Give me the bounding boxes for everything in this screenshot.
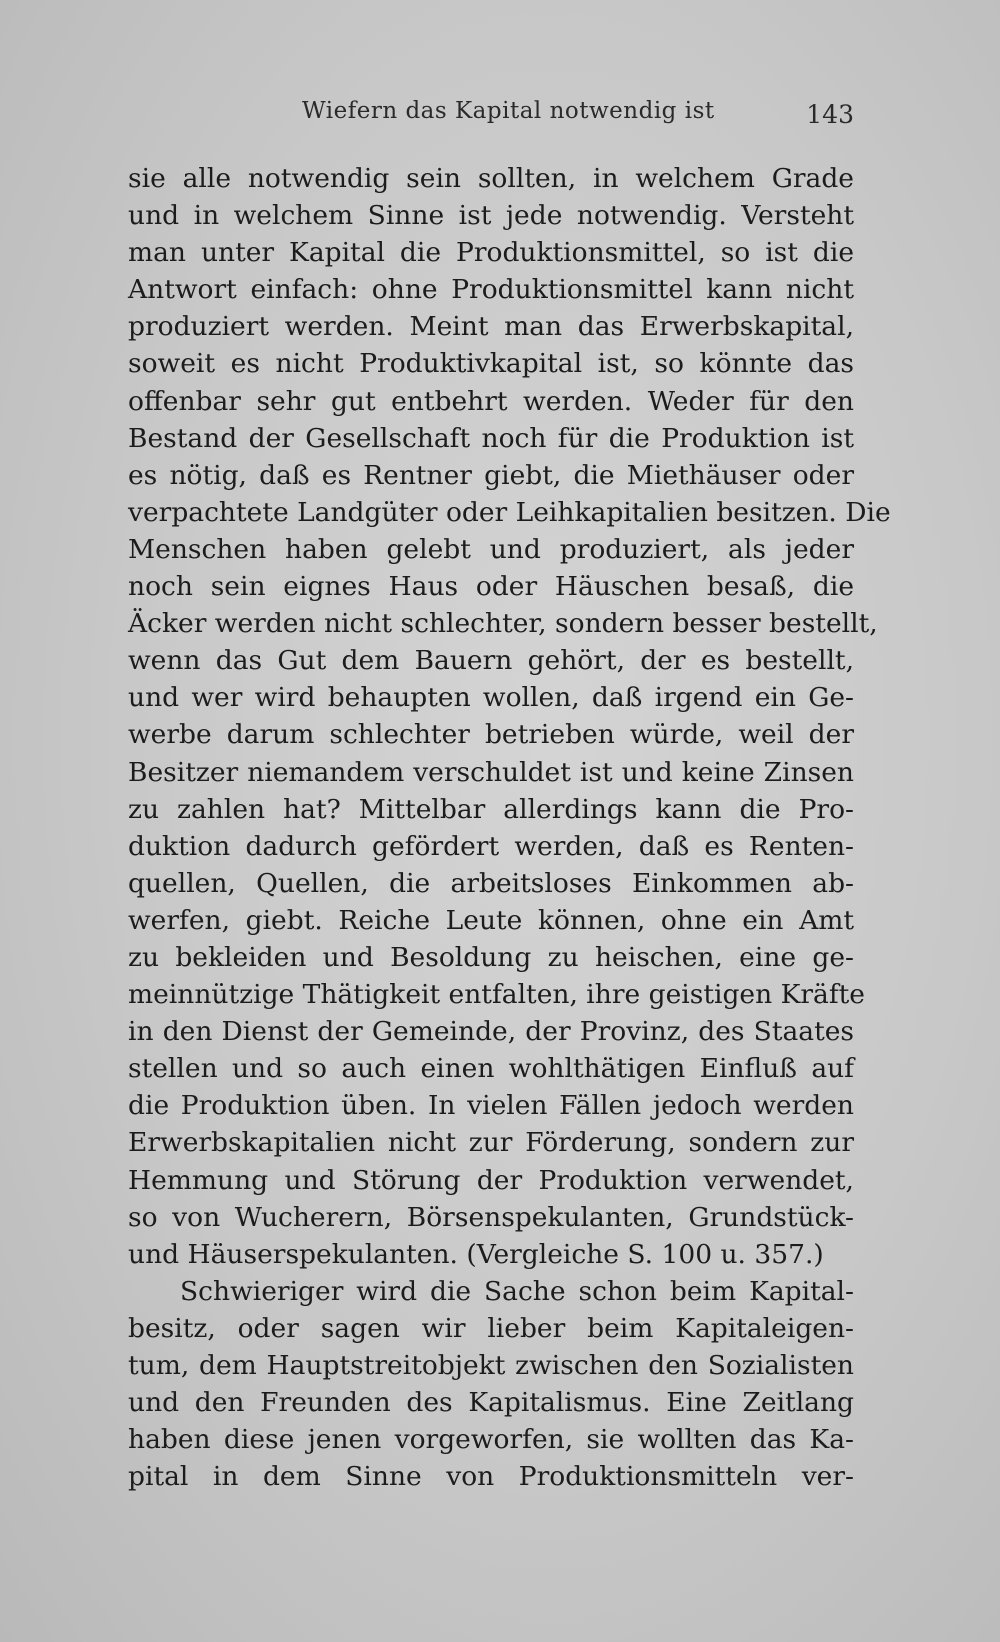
page-number: 143 xyxy=(806,100,854,129)
text-line: Besitzer niemandem verschuldet ist und keine Zinsen xyxy=(128,756,854,788)
text-line: es nötig, daß es Rentner giebt, die Miethäuser oder xyxy=(128,459,854,491)
text-line: und den Freunden des Kapitalismus. Eine Zeitlang xyxy=(128,1387,854,1419)
text-line: und Häuserspekulanten. (Vergleiche S. 100 u. 357.) xyxy=(128,1238,824,1270)
text-line: tum, dem Hauptstreitobjekt zwischen den Sozialisten xyxy=(128,1350,854,1381)
text-line: Antwort einfach: ohne Produktionsmittel kann nicht xyxy=(128,274,854,306)
text-line: sie alle notwendig sein sollten, in welchem Grade xyxy=(128,163,854,194)
text-line: die Produktion üben. In vielen Fällen jedoch werden xyxy=(128,1090,854,1122)
running-head xyxy=(128,98,854,138)
text-line: zu bekleiden und Besoldung zu heischen, eine ge- xyxy=(128,941,854,973)
text-line: meinnützige Thätigkeit entfalten, ihre geistigen Kräfte xyxy=(128,979,865,1011)
text-line: werbe darum schlechter betrieben würde, weil der xyxy=(128,719,854,751)
text-line: Schwieriger wird die Sache schon beim Kapital- xyxy=(180,1275,854,1307)
text-line: noch sein eignes Haus oder Häuschen besaß, die xyxy=(128,571,854,603)
text-line: Hemmung und Störung der Produktion verwendet, xyxy=(128,1164,854,1196)
text-line: wenn das Gut dem Bauern gehört, der es bestellt, xyxy=(128,645,854,677)
text-line: haben diese jenen vorgeworfen, sie wollten das Ka- xyxy=(128,1424,854,1456)
text-line: Bestand der Gesellschaft noch für die Produktion ist xyxy=(128,422,854,454)
body-text xyxy=(128,160,891,1495)
text-line: in den Dienst der Gemeinde, der Provinz, des Staates xyxy=(128,1016,854,1048)
text-line: produziert werden. Meint man das Erwerbskapital, xyxy=(128,311,854,343)
text-line: man unter Kapital die Produktionsmittel, so ist die xyxy=(128,237,854,269)
text-line: und in welchem Sinne ist jede notwendig. Versteht xyxy=(128,200,854,232)
running-title: Wiefern das Kapital notwendig ist xyxy=(302,98,715,124)
text-line: stellen und so auch einen wohlthätigen Einfluß auf xyxy=(128,1053,854,1085)
text-line: quellen, Quellen, die arbeitsloses Einkommen ab- xyxy=(128,867,854,899)
text-line: und wer wird behaupten wollen, daß irgend ein Ge- xyxy=(128,682,854,714)
text-line: Menschen haben gelebt und produziert, als jeder xyxy=(128,533,854,565)
text-line: soweit es nicht Produktivkapital ist, so könnte das xyxy=(128,348,854,380)
text-line: zu zahlen hat? Mittelbar allerdings kann die Pro- xyxy=(128,793,854,825)
text-line: besitz, oder sagen wir lieber beim Kapitaleigen- xyxy=(128,1312,854,1344)
text-line: verpachtete Landgüter oder Leihkapitalien besitzen. Die xyxy=(128,496,891,528)
text-line: pital in dem Sinne von Produktionsmitteln ver- xyxy=(128,1461,854,1493)
text-line: offenbar sehr gut entbehrt werden. Weder für den xyxy=(128,385,854,417)
text-line: werfen, giebt. Reiche Leute können, ohne ein Amt xyxy=(128,904,854,936)
text-line: so von Wucherern, Börsenspekulanten, Grundstück- xyxy=(128,1201,854,1233)
text-line: Erwerbskapitalien nicht zur Förderung, sondern zur xyxy=(128,1127,854,1159)
text-line: Äcker werden nicht schlechter, sondern besser bestellt, xyxy=(128,608,878,640)
text-line: duktion dadurch gefördert werden, daß es Renten- xyxy=(128,830,854,862)
